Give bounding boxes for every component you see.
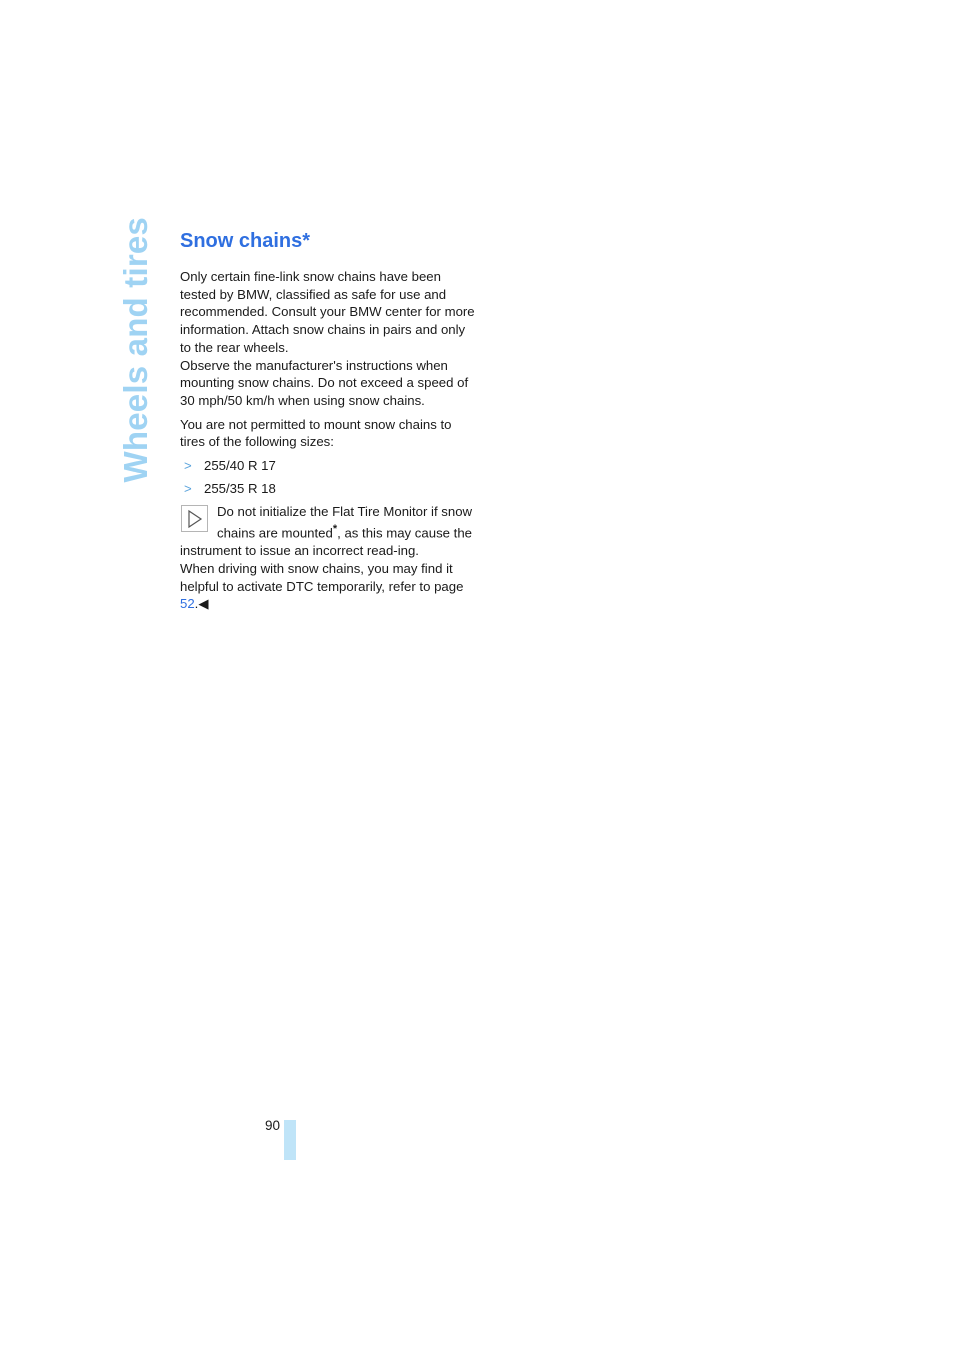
tire-size: 255/35 R 18: [204, 480, 276, 496]
intro-text-1: Only certain fine-link snow chains have been tested by BMW, classified as safe for use and recommended. Consult your BMW center for more information. Attach snow chains in pairs and only to the rear wheels.: [180, 269, 475, 355]
bullet-arrow-icon: >: [184, 480, 192, 496]
intro-text-2: Observe the manufacturer's instructions when mounting snow chains. Do not exceed a speed of 30 mph/50 km/h when using snow chains.: [180, 357, 469, 408]
section-side-tab: [116, 217, 156, 483]
list-item: [180, 480, 476, 498]
tire-size: 255/40 R 17: [204, 458, 276, 474]
section-title: Snow chains*: [180, 230, 311, 252]
page-reference-link[interactable]: 52: [180, 596, 195, 612]
bullet-arrow-icon: >: [184, 458, 192, 474]
list-item: [180, 457, 476, 475]
note-text-1: Do not initialize the Flat Tire Monitor if snow chains are mounted*, as this may cause the instrument to issue an incorrect read-ing.: [180, 504, 473, 559]
optional-equipment-star: *: [332, 523, 338, 536]
main-content: [180, 226, 476, 613]
section-side-label: Wheels and tires: [117, 217, 154, 483]
note-text-2: When driving with snow chains, you may find it helpful to activate DTC temporarily, refer to page 52.◀: [180, 560, 464, 612]
restriction-paragraph: You are not permitted to mount snow chains to tires of the following sizes:: [180, 416, 452, 450]
caution-triangle-icon: [181, 505, 208, 532]
end-mark: .◀: [194, 596, 209, 612]
page-number: 90: [264, 1118, 280, 1133]
intro-paragraph: [180, 268, 476, 410]
page-number-bar: [284, 1120, 296, 1160]
caution-note: [180, 503, 476, 613]
tire-size-list: [180, 457, 476, 497]
